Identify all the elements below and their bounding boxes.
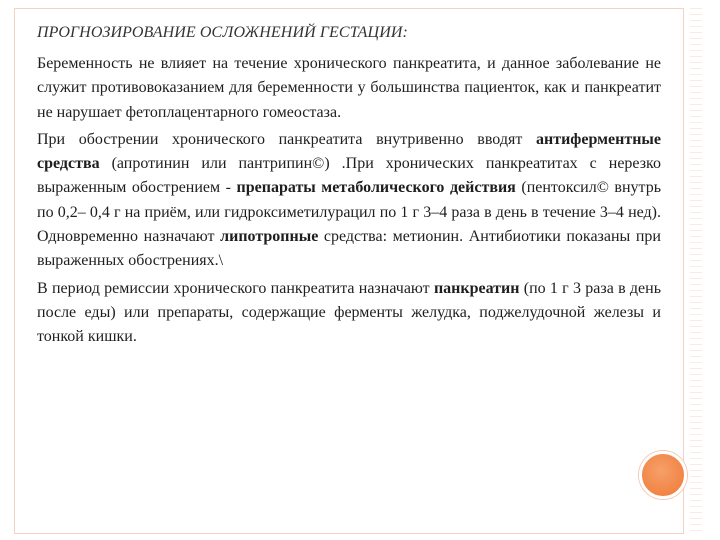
text-segment: При обострении хронического панкреатита внутривенно вводят <box>37 130 536 148</box>
text-segment: В период ремиссии хронического панкреатита назначают <box>37 279 434 297</box>
term-metabolic-drugs: препараты метаболического действия <box>236 179 516 197</box>
text-segment: (по 1 г 3 раза в день после еды) или препараты, содержащие ферменты желудка, поджелудочной железы и тонкой кишки. <box>37 279 662 346</box>
term-lipotropic: липотропные <box>220 228 319 246</box>
text-segment: Беременность не влияет на течение хронического панкреатита, и данное заболевание не служит противовоказанием для беременности у большинства пациенток, как и панкреатит не нарушает фетоплацентарного гомеостаза. <box>37 55 661 121</box>
text-segment: средства: метионин. Антибиотики показаны при выраженных обострениях.\ <box>37 228 661 270</box>
paragraph-pregnancy-effect <box>37 52 661 125</box>
paragraph-remission-treatment <box>37 277 661 350</box>
paragraph-exacerbation-treatment <box>37 128 661 274</box>
term-pancreatin: панкреатин <box>433 279 520 297</box>
term-antienzyme-agents: антиферментные средства <box>37 130 661 173</box>
text-segment: (пентоксил© внутрь по 0,2– 0,4 г на приём, или гидроксиметилурацил по 1 г 3–4 раза в день в течение 3–4 нед). Одновременно назначают <box>37 179 661 246</box>
text-segment: (апротинин или пантрипин©) .При хронических панкреатитах с нерезко выраженным обострением - <box>37 155 661 197</box>
decorative-stripe <box>690 8 702 534</box>
orange-circle-decoration <box>639 451 687 499</box>
slide-body <box>37 52 661 350</box>
slide-title: ПРОГНОЗИРОВАНИЕ ОСЛОЖНЕНИЙ ГЕСТАЦИИ: <box>37 24 408 41</box>
